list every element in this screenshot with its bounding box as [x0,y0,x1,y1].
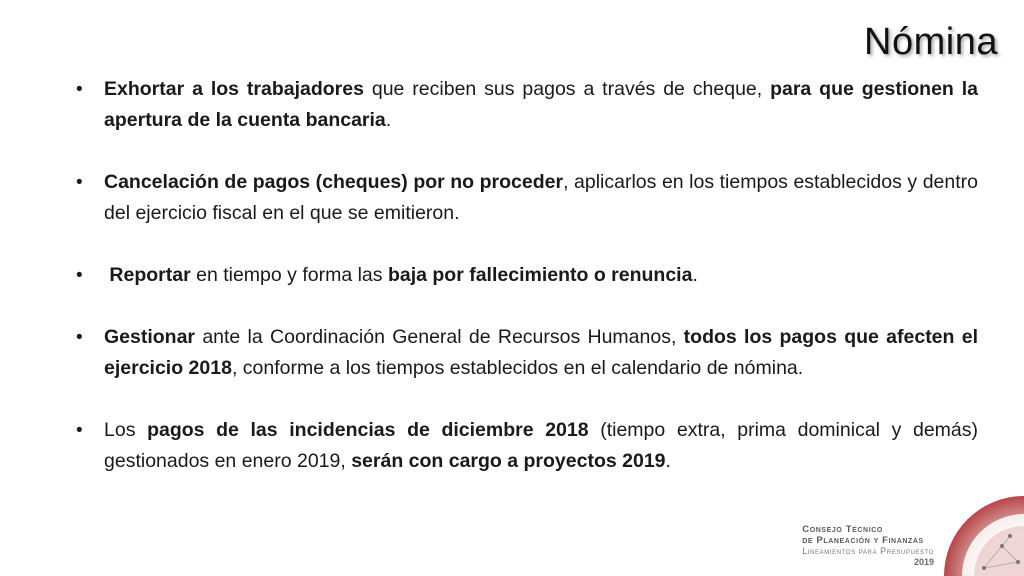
bullet-text: . [385,109,392,131]
bullet-text-bold: Gestionar [104,326,196,348]
bullet-text-bold: Reportar [104,264,191,286]
bullet-item [74,74,978,136]
bullet-icon: • [76,79,83,100]
bullet-text: en tiempo y forma las [190,264,388,286]
logo-line-guidelines: Lineamientos para Presupuesto [802,546,934,556]
logo-line-planning: de Planeación y Finanzas [802,535,924,546]
bullet-icon: • [76,172,83,193]
bullet-icon: • [76,265,83,286]
bullet-text-bold: todos los pagos que afecten el ejercicio 2018 [104,326,978,379]
bullet-list [74,74,978,477]
bullet-text: ante la Coordinación General de Recursos Humanos, [195,326,684,348]
bullet-icon: • [76,420,83,441]
bullet-text: que reciben sus pagos a través de cheque, [363,78,771,100]
bullet-icon: • [76,327,83,348]
council-logo [784,496,1024,576]
bullet-text: . [665,450,671,472]
bullet-text-bold: baja por fallecimiento o renuncia [387,264,693,286]
bullet-text: Los [104,419,148,441]
logo-year: 2019 [913,557,934,567]
emblem-icon [944,496,1024,576]
bullet-text: (tiempo extra, prima dominical y demás) gestionados en enero 2019, [104,419,979,472]
bullet-text-bold: para que gestionen la apertura de la cuenta bancaria [104,78,978,131]
bullet-text: , conforme a los tiempos establecidos en el calendario de nómina. [231,357,804,379]
slide-title: Nómina [864,21,998,63]
bullet-text: . [692,264,698,286]
bullet-text: , aplicarlos en los tiempos establecidos y dentro del ejercicio fiscal en el que se emitieron. [104,171,978,224]
logo-text [802,524,934,568]
bullet-text-bold: Cancelación de pagos (cheques) por no proceder [104,171,564,193]
bullet-text-bold: Exhortar a los trabajadores [104,78,364,100]
bullet-text-bold: serán con cargo a proyectos 2019 [351,450,666,472]
bullet-item [74,260,978,291]
bullet-item [74,167,978,229]
bullet-text-bold: pagos de las incidencias de diciembre 2018 [147,419,589,441]
bullet-item [74,415,978,477]
bullet-item [74,322,978,384]
logo-line-council: Consejo Técnico [802,524,883,535]
